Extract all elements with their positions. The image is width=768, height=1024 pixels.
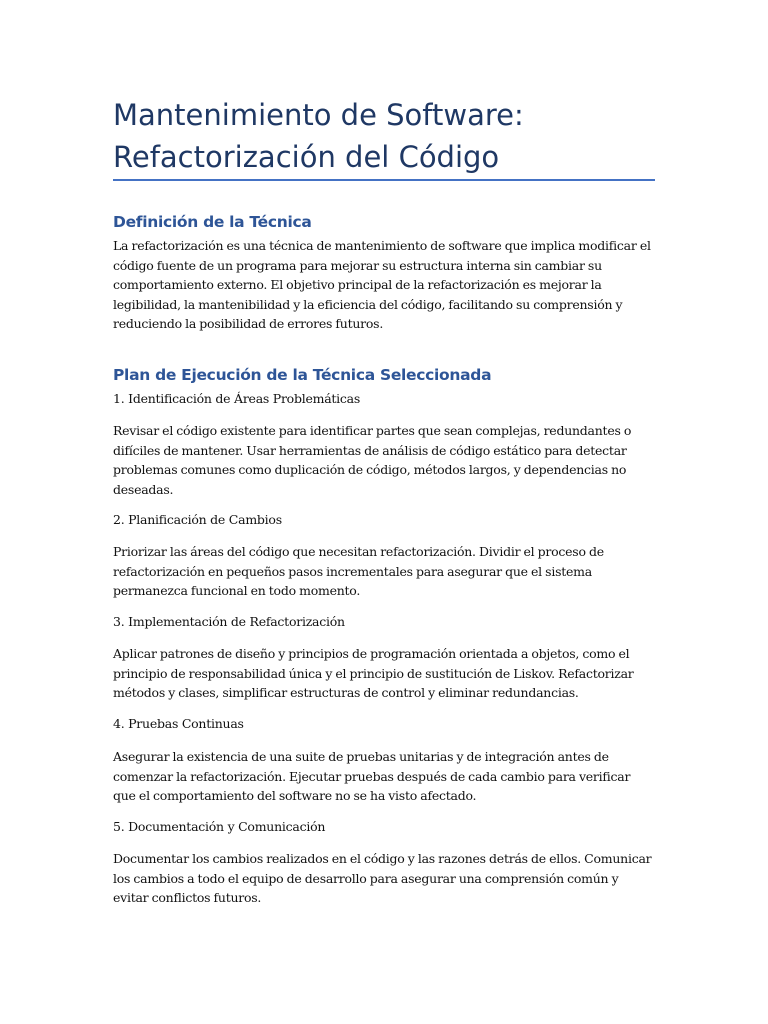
step-4-title: 4. Pruebas Continuas	[113, 716, 244, 731]
step-2-title: 2. Planificación de Cambios	[113, 512, 282, 527]
step-4-body: Asegurar la existencia de una suite de pruebas unitarias y de integración antes de comenzar la refactorización. Ejecutar pruebas después de cada cambio para verificar que el comportamiento del software no se ha visto afectado.	[113, 749, 631, 803]
title-underline	[113, 179, 655, 181]
step-2-body: Priorizar las áreas del código que necesitan refactorización. Dividir el proceso de refactorización en pequeños pasos incrementales para asegurar que el sistema permanezca funcional en todo momento.	[113, 544, 604, 598]
heading-plan: Plan de Ejecución de la Técnica Seleccionada	[113, 366, 492, 384]
step-3-title: 3. Implementación de Refactorización	[113, 614, 345, 629]
paragraph-definition: La refactorización es una técnica de mantenimiento de software que implica modificar el código fuente de un programa para mejorar su estructura interna sin cambiar su comportamiento externo. El objetivo principal de la refactorización es mejorar la legibilidad, la mantenibilidad y la eficiencia del código, facilitando su comprensión y reduciendo la posibilidad de errores futuros.	[113, 238, 651, 331]
step-5-title: 5. Documentación y Comunicación	[113, 819, 326, 834]
document-title: Mantenimiento de Software: Refactorización del Código	[113, 98, 524, 174]
step-5-body: Documentar los cambios realizados en el código y las razones detrás de ellos. Comunicar los cambios a todo el equipo de desarrollo para asegurar una comprensión común y evitar conflictos futuros.	[113, 851, 652, 905]
step-3-body: Aplicar patrones de diseño y principios de programación orientada a objetos, como el principio de responsabilidad única y el principio de sustitución de Liskov. Refactorizar métodos y clases, simplificar estructuras de control y eliminar redundancias.	[113, 646, 634, 700]
heading-definition: Definición de la Técnica	[113, 213, 312, 231]
step-1-body: Revisar el código existente para identificar partes que sean complejas, redundantes o difíciles de mantener. Usar herramientas de análisis de código estático para detectar problemas comunes como duplicación de código, métodos largos, y dependencias no deseadas.	[113, 423, 632, 497]
step-1-title: 1. Identificación de Áreas Problemáticas	[113, 391, 361, 406]
